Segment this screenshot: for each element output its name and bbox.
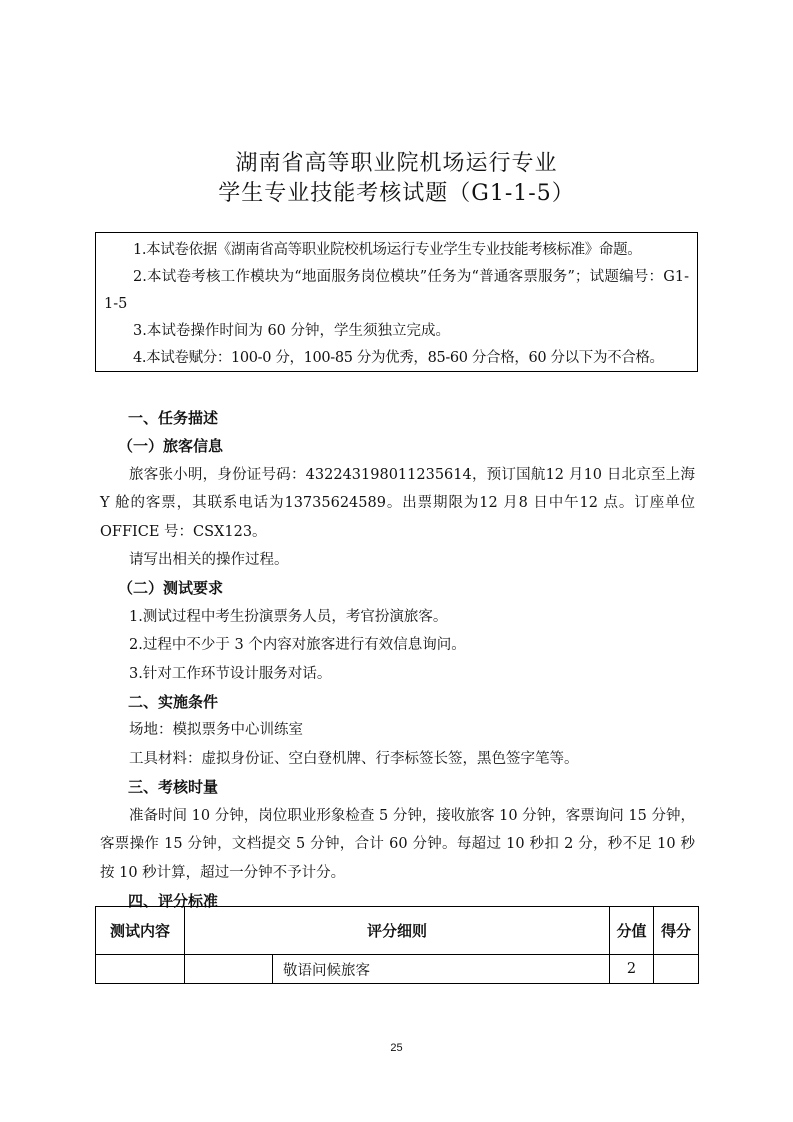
scoring-table	[95, 906, 699, 984]
section-heading-scoring: 四、评分标准	[128, 891, 219, 910]
instruction-2: 2.本试卷考核工作模块为“地面服务岗位模块”任务为“普通客票服务”；试题编号：G1-1-5	[104, 269, 689, 312]
table-cell	[96, 955, 185, 984]
instruction-paragraph: 请写出相关的操作过程。	[129, 552, 289, 569]
requirement-item: 2.过程中不少于 3 个内容对旅客进行有效信息询问。	[129, 637, 466, 654]
instructions-box	[95, 232, 698, 372]
header-test-content: 测试内容	[96, 907, 185, 955]
table-header-row	[96, 907, 699, 955]
main-content	[100, 404, 695, 915]
instruction-3: 3.本试卷操作时间为 60 分钟，学生须独立完成。	[133, 323, 451, 339]
doc-title-line2: 学生专业技能考核试题（G1-1-5）	[218, 181, 575, 206]
subsection-heading-requirements: （二）测试要求	[118, 579, 224, 598]
passenger-info-paragraph: 旅客张小明，身份证号码：432243198011235614，预订国航12 月10 日北京至上海Y 舱的客票，其联系电话为13735624589。出票期限为12 月8 日中午12 点。订座单位OFFICE 号：CSX123。	[100, 466, 695, 540]
section-heading-time: 三、考核时量	[128, 778, 219, 797]
time-paragraph: 准备时间 10 分钟，岗位职业形象检查 5 分钟，接收旅客 10 分钟，客票询问 15 分钟，客票操作 15 分钟，文档提交 5 分钟，合计 60 分钟。每超过 10 秒扣 2 分，秒不足 10 秒按 10 秒计算，超过一分钟不予计分。	[100, 807, 695, 881]
table-cell-points: 2	[610, 955, 654, 984]
doc-title-line1: 湖南省高等职业院机场运行专业	[235, 151, 558, 176]
table-cell-score	[654, 955, 699, 984]
section-heading-conditions: 二、实施条件	[128, 693, 219, 712]
table-cell-detail: 敬语问候旅客	[273, 955, 610, 984]
instruction-1: 1.本试卷依据《湖南省高等职业院校机场运行专业学生专业技能考核标准》命题。	[133, 242, 642, 258]
table-cell	[185, 955, 273, 984]
section-heading-task: 一、任务描述	[128, 409, 219, 427]
venue-text: 场地：模拟票务中心训练室	[129, 722, 303, 739]
table-row	[96, 955, 699, 984]
page-number: 25	[390, 1042, 403, 1054]
header-scoring-details: 评分细则	[185, 907, 610, 955]
subsection-heading-passenger: （一）旅客信息	[118, 437, 224, 456]
requirement-item: 3.针对工作环节设计服务对话。	[129, 665, 332, 682]
header-points: 分值	[610, 907, 654, 955]
header-score: 得分	[654, 907, 699, 955]
tools-text: 工具材料：虚拟身份证、空白登机牌、行李标签长签，黑色签字笔等。	[129, 750, 579, 767]
requirement-item: 1.测试过程中考生扮演票务人员，考官扮演旅客。	[129, 608, 448, 625]
instruction-4: 4.本试卷赋分：100-0 分，100-85 分为优秀，85-60 分合格，60 分以下为不合格。	[133, 350, 664, 366]
